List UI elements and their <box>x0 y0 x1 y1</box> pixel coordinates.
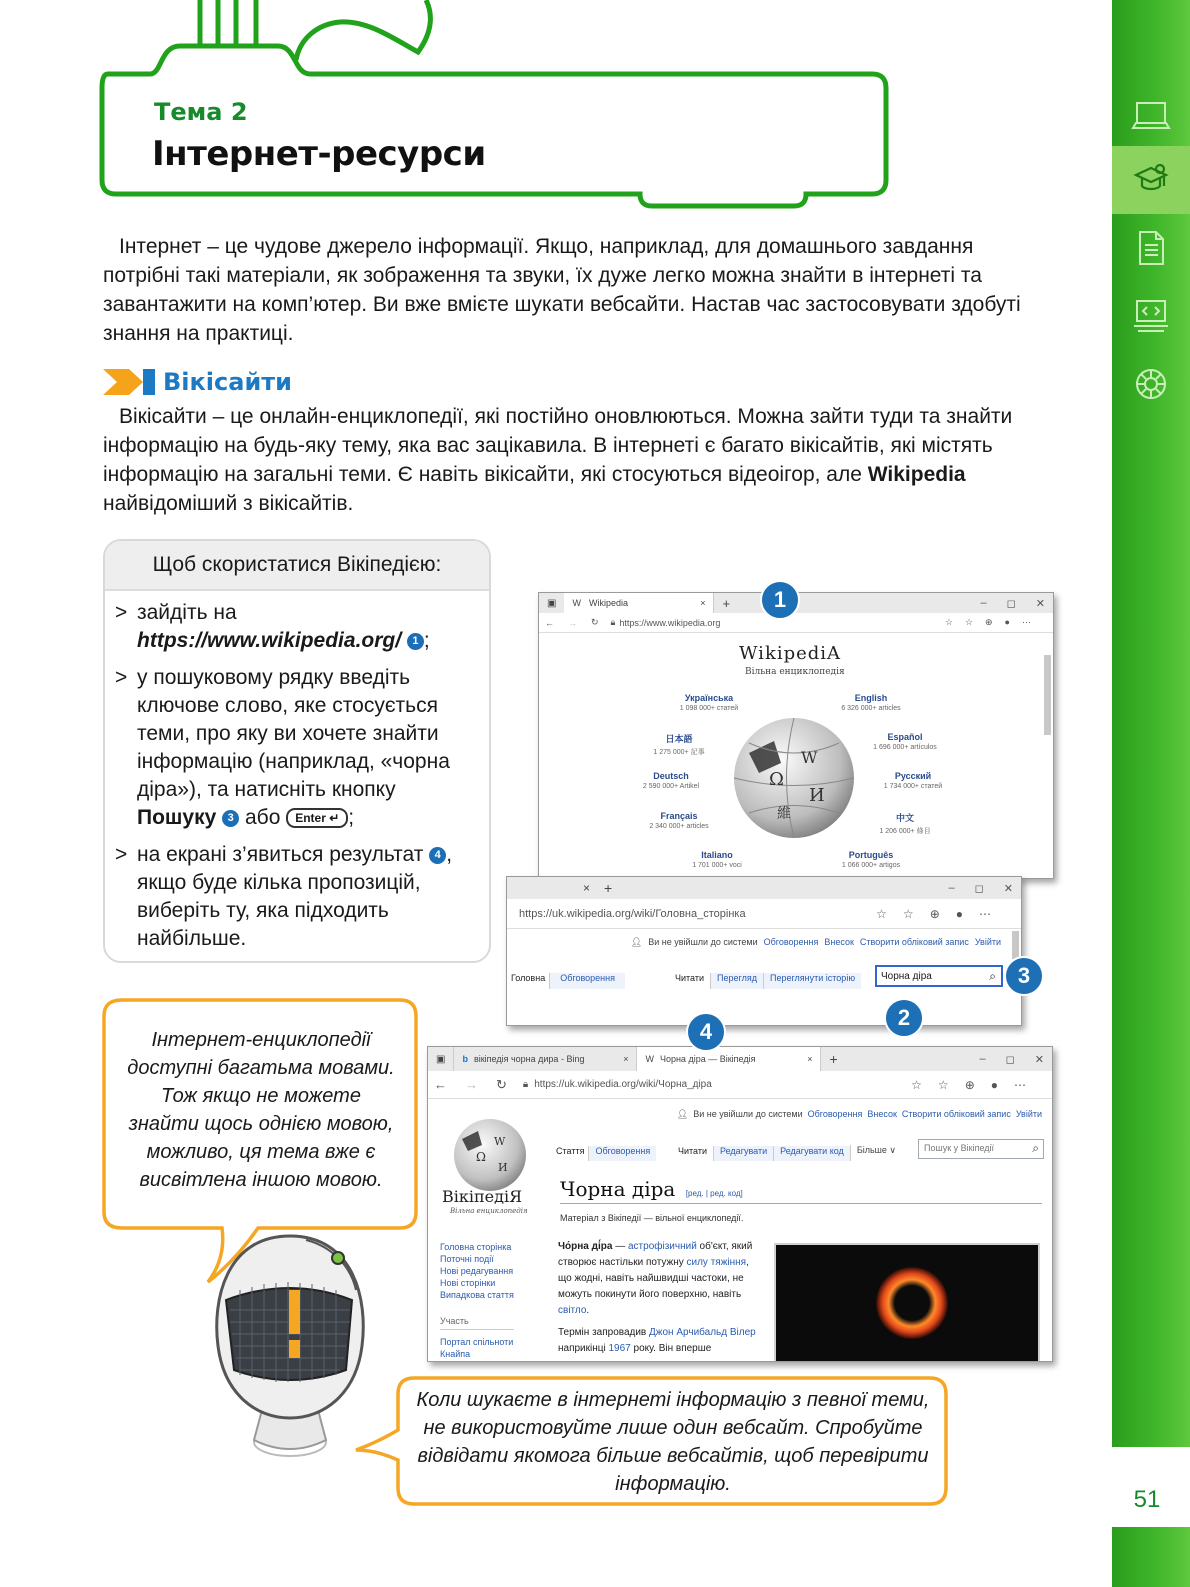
maximize-icon[interactable]: ◻ <box>974 882 984 895</box>
language-link[interactable]: Français 2 340 000+ articles <box>649 811 709 830</box>
new-tab-icon[interactable]: + <box>829 1051 838 1067</box>
wikipedia-wordmark: WikipediA <box>739 643 842 664</box>
create-account-link[interactable]: Створити обліковий запис <box>901 1109 1011 1119</box>
forward-icon[interactable]: → <box>465 1077 478 1092</box>
section-heading <box>103 367 292 397</box>
tab-edit-source[interactable]: Редагувати код <box>773 1146 850 1161</box>
bubble-left-text: Інтернет-енциклопедії доступні багатьма мовами. Тож якщо не можете знайти щось однією мовою, можливо, ця тема вже є висвітлена іншою мовою. <box>127 1029 395 1191</box>
language-link[interactable]: 日本語 1 275 000+ 記事 <box>653 734 705 756</box>
step-badge: 4 <box>429 847 446 864</box>
bing-icon: b <box>462 1054 468 1064</box>
instruction-step-3: > на екрані з’явиться результат 4 , якщо буде кілька пропозицій, виберіть ту, яка підходить найбільше. <box>115 841 475 953</box>
close-tab-icon[interactable]: × <box>583 881 591 895</box>
film-reel-icon <box>1112 350 1190 418</box>
close-tab-icon[interactable]: × <box>807 1054 813 1064</box>
search-icon[interactable]: ⌕ <box>989 969 996 983</box>
wikipedia-url: https://www.wikipedia.org/ <box>137 629 402 652</box>
nav-community-portal[interactable]: Портал спільноти <box>440 1337 514 1347</box>
user-icon: 👤︎ <box>676 1109 689 1119</box>
language-link[interactable]: Deutsch 2 590 000+ Artikel <box>642 771 700 790</box>
instruction-step-1: > зайдіть на https://www.wikipedia.org/ 1 ; <box>115 599 475 655</box>
tab-more[interactable]: Більше ∨ <box>850 1145 902 1161</box>
section-arrow-icon <box>103 369 155 395</box>
article-title: Чорна діра <box>560 1177 676 1201</box>
talk-link[interactable]: Обговорення <box>763 937 819 947</box>
wikipedia-tagline: Вільна енциклопедія <box>745 667 845 677</box>
intro-paragraph: Інтернет – це чудове джерело інформації. Якщо, наприклад, для домашнього завдання потрібні такі матеріали, як зображення та звуки, їх дуже легко можна знайти в інтернеті та завантажити на комп’ютер. Ви вже вмієте шукати вебсайти. Настав час застосовувати здобуті знання на практиці. <box>103 235 1021 345</box>
address-bar[interactable]: https://uk.wikipedia.org/wiki/Головна_сторінка <box>519 907 746 920</box>
callout-badge-4: 4 <box>686 1012 726 1052</box>
enter-key-icon: Enter ↵ <box>286 808 348 828</box>
user-icon: 👤︎ <box>630 937 643 947</box>
tab-article[interactable]: Стаття <box>556 1146 585 1156</box>
reload-icon[interactable]: ↻ <box>496 1076 507 1092</box>
svg-text:維: 維 <box>777 806 791 822</box>
svg-text:И: И <box>498 1161 508 1174</box>
search-input[interactable]: Чорна діра ⌕ <box>875 965 1003 987</box>
section-paragraph: Вікісайти – це онлайн-енциклопедії, які постійно оновлюються. Можна зайти туди та знайти інформацію на будь-яку тему, яка вас зацікавила. В інтернеті є багато вікісайтів, які містять інформацію на загальні теми. Є навіть вікісайти, які стосуються відеоігор, але Wikipedia найвідоміший з вікісайтів. <box>103 405 1013 515</box>
search-icon[interactable]: ⌕ <box>1032 1141 1039 1155</box>
article-source-line: Матеріал з Вікіпедії — вільної енциклопедії. <box>560 1213 744 1223</box>
bubble-bottom-text: Коли шукаєте в інтернеті інформацію з певної теми, не використовуйте лише один вебсайт. Спробуйте відвідати якомога більше вебсайтів, щоб перевірити інформацію. <box>416 1389 930 1495</box>
language-link[interactable]: 中文 1 206 000+ 條目 <box>879 813 931 835</box>
nav-random-article[interactable]: Випадкова стаття <box>440 1290 514 1300</box>
svg-text:W: W <box>494 1135 506 1148</box>
tab-edit[interactable]: Редагувати <box>713 1146 773 1161</box>
browser-tab[interactable]: W Wikipedia × <box>564 593 714 613</box>
wikipedia-bold: Wikipedia <box>867 463 966 486</box>
minimize-icon[interactable]: – <box>980 597 987 609</box>
address-bar[interactable]: https://uk.wikipedia.org/wiki/Чорна_діра <box>534 1079 712 1090</box>
close-window-icon[interactable]: ✕ <box>1003 882 1013 895</box>
tab-talk[interactable]: Обговорення <box>549 973 625 989</box>
page-tabs-right <box>669 965 861 989</box>
nav-recent-changes[interactable]: Нові редагування <box>440 1266 514 1276</box>
svg-text:W: W <box>801 748 818 767</box>
article-link[interactable]: астрофізичний <box>627 1241 697 1252</box>
search-input[interactable]: Пошук у Вікіпедії ⌕ <box>918 1139 1044 1159</box>
contributions-link[interactable]: Внесок <box>867 1109 897 1119</box>
back-icon[interactable]: ← <box>434 1077 447 1092</box>
browser-toolbar-icons[interactable]: ☆☆⊕●⋯ <box>911 1077 1042 1092</box>
graduation-cap-icon <box>1112 146 1190 214</box>
step-badge: 3 <box>222 810 239 827</box>
nav-new-pages[interactable]: Нові сторінки <box>440 1278 496 1288</box>
browser-toolbar-icons[interactable]: ☆☆⊕●⋯ <box>944 617 1043 627</box>
svg-text:И: И <box>809 785 825 806</box>
document-icon <box>1112 214 1190 282</box>
tab-actions-icon[interactable]: ▣ <box>547 597 557 609</box>
reload-icon[interactable]: ↻ <box>591 617 599 627</box>
callout-badge-1: 1 <box>760 580 800 620</box>
instruction-step-2: > у пошуковому рядку введіть ключове слово, яке стосується теми, про яку ви хочете знайти інформацію (наприклад, «чорна діра»), та натисніть кнопку Пошуку 3 або Enter ↵ ; <box>115 664 475 832</box>
code-screen-icon <box>1112 282 1190 350</box>
user-links: 👤︎ Ви не увійшли до системи Обговорення Внесок Створити обліковий запис Увійти <box>630 937 1001 947</box>
forward-icon[interactable]: → <box>568 617 577 628</box>
scrollbar[interactable] <box>1012 931 1019 959</box>
browser-tab-active[interactable]: W Чорна діра — Вікіпедія × <box>637 1047 821 1071</box>
callout-badge-3: 3 <box>1004 956 1044 996</box>
language-link[interactable]: Italiano 1 701 000+ voci <box>692 850 742 869</box>
step-badge: 1 <box>407 633 424 650</box>
article-text: Чо́рна ді́ра — астрофізичний об'єкт, який створює настільки потужну силу тяжіння, що жодні, навіть найшвидші частоки, не можуть покинути його поверхню, навіть світло. Термін запровадив Джон Арчибальд Вілер наприкінці 1967 року. Він вперше <box>558 1241 756 1354</box>
browser-tab[interactable]: b вікіпедія чорна дира - Bing × <box>453 1047 637 1071</box>
close-window-icon[interactable]: ✕ <box>1035 597 1045 610</box>
minimize-icon[interactable]: – <box>979 1053 986 1065</box>
article-link[interactable]: силу тяжіння <box>686 1257 747 1268</box>
language-link[interactable]: Português 1 066 000+ artigos <box>841 850 901 869</box>
edit-section-links[interactable]: [ред. | ред. код] <box>685 1189 743 1198</box>
talk-link[interactable]: Обговорення <box>807 1109 863 1119</box>
lock-icon: 🔒︎ <box>610 617 616 627</box>
login-link[interactable]: Увійти <box>1015 1109 1042 1119</box>
topic-kicker: Тема 2 <box>154 98 248 126</box>
tab-read[interactable]: Читати <box>678 1146 708 1156</box>
topic-title: Інтернет-ресурси <box>152 134 486 174</box>
close-tab-icon[interactable]: × <box>623 1054 629 1064</box>
browser-window-wikipedia-portal <box>538 592 1054 879</box>
instruction-box <box>103 539 491 963</box>
lock-icon: 🔒︎ <box>522 1079 529 1090</box>
tab-history[interactable]: Переглянути історію <box>763 973 861 989</box>
tab-actions-icon[interactable]: ▣ <box>436 1053 446 1065</box>
nav-current-events[interactable]: Поточні події <box>440 1254 494 1264</box>
svg-text:Ω: Ω <box>476 1150 486 1164</box>
tab-main[interactable]: Головна <box>511 973 546 983</box>
create-account-link[interactable]: Створити обліковий запис <box>859 937 969 947</box>
nav-main-page[interactable]: Головна сторінка <box>440 1242 512 1252</box>
language-link[interactable]: Русский 1 734 000+ статей <box>883 771 943 790</box>
tab-view[interactable]: Перегляд <box>710 973 763 989</box>
language-link[interactable]: English 6 326 000+ articles <box>841 693 901 712</box>
page-number: 51 <box>1133 1486 1161 1513</box>
tab-read[interactable]: Читати <box>675 973 705 983</box>
article-link[interactable]: 1967 <box>608 1343 631 1354</box>
section-title: Вікісайти <box>163 368 292 396</box>
nav-section-heading: Участь <box>440 1315 514 1330</box>
back-icon[interactable]: ← <box>545 617 554 628</box>
page-tabs-left <box>507 965 625 989</box>
language-link[interactable]: Español 1 696 000+ artículos <box>873 732 937 751</box>
laptop-icon <box>1112 82 1190 150</box>
new-tab-icon[interactable]: + <box>722 595 731 611</box>
maximize-icon[interactable]: ◻ <box>1006 597 1016 610</box>
nav-village-pump[interactable]: Кнайпа <box>440 1349 471 1359</box>
language-link[interactable]: Українська 1 098 000+ статей <box>679 693 739 712</box>
topic-frame <box>0 0 900 215</box>
article-link[interactable]: Джон Арчибальд Вілер <box>649 1327 756 1338</box>
address-bar[interactable]: https://www.wikipedia.org <box>619 617 721 628</box>
tab-talk[interactable]: Обговорення <box>588 1146 656 1161</box>
minimize-icon[interactable]: – <box>948 882 955 894</box>
contributions-link[interactable]: Внесок <box>824 937 854 947</box>
close-tab-icon[interactable]: × <box>700 598 706 608</box>
user-links: 👤︎ Ви не увійшли до системи Обговорення Внесок Створити обліковий запис Увійти <box>676 1109 1042 1119</box>
maximize-icon[interactable]: ◻ <box>1005 1053 1015 1066</box>
wikipedia-uk-tagline: Вільна енциклопедія <box>450 1207 528 1215</box>
callout-badge-2: 2 <box>884 998 924 1038</box>
wikipedia-globe-icon <box>729 713 859 843</box>
new-tab-icon[interactable]: + <box>604 880 613 896</box>
robot-illustration <box>217 1236 364 1456</box>
article-link[interactable]: світло <box>558 1305 587 1316</box>
login-link[interactable]: Увійти <box>974 937 1001 947</box>
scrollbar[interactable] <box>1044 655 1051 735</box>
svg-text:Ω: Ω <box>769 769 784 790</box>
wikipedia-uk-wordmark: ВікіпедіЯ <box>442 1187 523 1206</box>
instruction-heading: Щоб скористатися Вікіпедією: <box>105 541 489 591</box>
browser-toolbar-icons[interactable]: ☆☆⊕●⋯ <box>876 906 1007 921</box>
close-window-icon[interactable]: ✕ <box>1034 1053 1044 1066</box>
